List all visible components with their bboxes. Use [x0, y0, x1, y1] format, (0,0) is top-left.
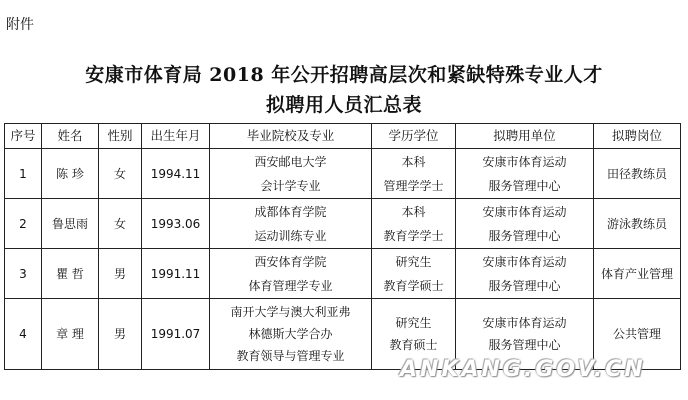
header-no: 序号 [5, 124, 42, 149]
cell-post: 公共管理 [594, 299, 681, 370]
unit-line2: 服务管理中心 [488, 278, 561, 293]
cell-gender: 男 [99, 249, 142, 299]
attachment-label: 附件 [6, 17, 34, 33]
unit-line2: 服务管理中心 [488, 178, 561, 193]
school-name: 西安邮电大学 [254, 154, 327, 169]
header-degree: 学历学位 [372, 124, 456, 149]
degree-level: 本科 [401, 204, 426, 219]
degree-title: 教育学硕士 [383, 278, 444, 293]
cell-degree [372, 199, 456, 249]
cell-name: 陈 珍 [42, 149, 99, 199]
unit-line1: 安康市体育运动 [482, 204, 567, 219]
header-gender: 性别 [99, 124, 142, 149]
cell-gender: 女 [99, 149, 142, 199]
school-name: 南开大学与澳大利亚弗 [230, 305, 351, 319]
unit-line2: 服务管理中心 [488, 338, 561, 352]
table-row [5, 199, 681, 249]
degree-title: 教育硕士 [389, 338, 438, 352]
personnel-table [4, 123, 681, 370]
cell-no: 4 [5, 299, 42, 370]
school-major: 体育管理学专业 [248, 278, 333, 293]
cell-school [210, 299, 372, 370]
table-header-row [5, 124, 681, 149]
document-title-line1: 安康市体育局 2018 年公开招聘高层次和紧缺特殊专业人才 [85, 64, 603, 86]
school-name: 西安体育学院 [254, 254, 327, 269]
cell-birth: 1991.11 [142, 249, 210, 299]
cell-no: 2 [5, 199, 42, 249]
cell-no: 3 [5, 249, 42, 299]
school-name-cont: 林德斯大学合办 [248, 327, 333, 341]
school-major: 教育领导与管理专业 [236, 349, 345, 363]
cell-birth: 1994.11 [142, 149, 210, 199]
site-watermark: ANKANG.GOV.CN [400, 357, 646, 382]
degree-title: 教育学学士 [383, 228, 444, 243]
cell-name: 章 理 [42, 299, 99, 370]
degree-level: 本科 [401, 154, 426, 169]
header-post: 拟聘岗位 [594, 124, 681, 149]
cell-degree [372, 249, 456, 299]
cell-name: 鲁思雨 [42, 199, 99, 249]
cell-gender: 男 [99, 299, 142, 370]
school-major: 会计学专业 [260, 178, 321, 193]
cell-school [210, 199, 372, 249]
unit-line1: 安康市体育运动 [482, 254, 567, 269]
table-row [5, 149, 681, 199]
header-birth: 出生年月 [142, 124, 210, 149]
school-major: 运动训练专业 [254, 228, 327, 243]
cell-unit [456, 249, 594, 299]
degree-title: 管理学学士 [383, 178, 444, 193]
unit-line1: 安康市体育运动 [482, 154, 567, 169]
cell-post: 田径教练员 [594, 149, 681, 199]
header-unit: 拟聘用单位 [456, 124, 594, 149]
cell-school [210, 249, 372, 299]
unit-line1: 安康市体育运动 [482, 316, 567, 330]
unit-line2: 服务管理中心 [488, 228, 561, 243]
cell-unit [456, 199, 594, 249]
cell-degree [372, 149, 456, 199]
degree-level: 研究生 [395, 316, 432, 330]
cell-birth: 1991.07 [142, 299, 210, 370]
cell-school [210, 149, 372, 199]
cell-post: 体育产业管理 [594, 249, 681, 299]
cell-name: 瞿 哲 [42, 249, 99, 299]
school-name: 成都体育学院 [254, 204, 327, 219]
cell-no: 1 [5, 149, 42, 199]
cell-gender: 女 [99, 199, 142, 249]
document-title-line2: 拟聘用人员汇总表 [265, 94, 422, 116]
header-school: 毕业院校及专业 [210, 124, 372, 149]
table-row [5, 249, 681, 299]
cell-unit [456, 149, 594, 199]
cell-birth: 1993.06 [142, 199, 210, 249]
degree-level: 研究生 [395, 254, 432, 269]
header-name: 姓名 [42, 124, 99, 149]
cell-post: 游泳教练员 [594, 199, 681, 249]
